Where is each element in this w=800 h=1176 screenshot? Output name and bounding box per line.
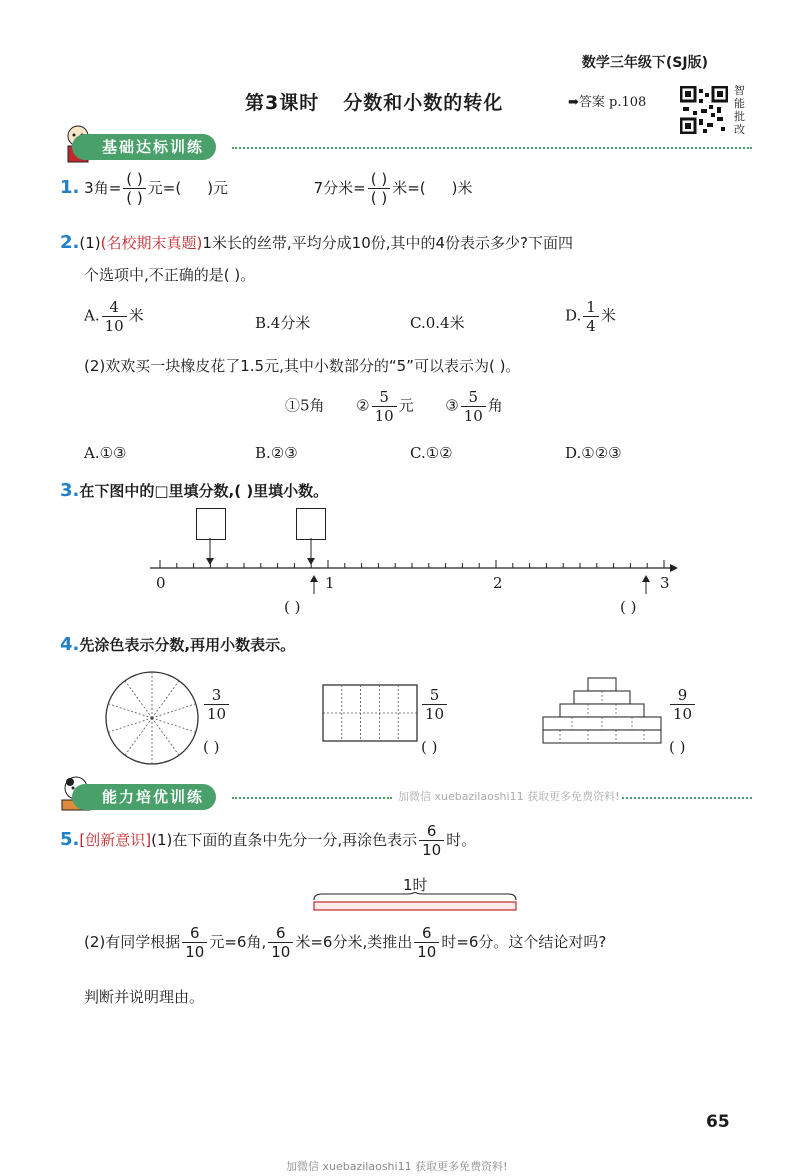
question-2-line-1: 2.(1)(名校期末真题)1米长的丝带,平均分成10份,其中的4份表示多少?下面四 xyxy=(60,232,574,253)
section-divider xyxy=(232,147,752,149)
number-line-label-1: 1 xyxy=(325,574,335,592)
q1-a-unit: 元=( xyxy=(147,179,182,197)
q4-fraction-2: $\frac{5}{10}$ xyxy=(420,686,449,723)
section-divider-3 xyxy=(622,797,752,799)
number-line-label-3: 3 xyxy=(660,574,670,592)
book-title: 数学三年级下(SJ版) xyxy=(581,55,708,71)
q2-part2-option-d[interactable]: D.①②③ xyxy=(565,444,622,462)
q1-b-fraction[interactable]: $\frac{( )}{( )}$ xyxy=(368,170,390,207)
number-line-label-0: 0 xyxy=(156,574,166,592)
lesson-title xyxy=(245,88,503,115)
bar-label: 1时 xyxy=(403,876,428,894)
rectangle-ten-parts[interactable] xyxy=(322,684,418,742)
bar-brace-strip[interactable] xyxy=(312,892,518,914)
q3-fraction-box-2[interactable] xyxy=(296,508,326,540)
q1-b-prefix: 7分米= xyxy=(313,179,366,197)
q2-part1-option-a[interactable]: A. $\frac{4}{10}$ 米 xyxy=(84,298,144,335)
question-1: 1. 3角= $\frac{( )}{( )}$ 元=( )元 7分米= $\frac{( )}{( )}$ 米=( )米 xyxy=(60,170,473,207)
q4-blank-3[interactable]: ( ) xyxy=(669,738,686,756)
question-4: 4.先涂色表示分数,再用小数表示。 xyxy=(60,634,296,655)
section-basic-banner: 基础达标训练 xyxy=(72,134,216,160)
innovation-tag: [创新意识] xyxy=(79,831,152,849)
answer-reference: ➡答案 p.108 xyxy=(568,95,647,110)
question-2-part-2: (2)欢欢买一块橡皮花了1.5元,其中小数部分的“5”可以表示为( )。 xyxy=(84,357,521,375)
smart-grading-label: 智能批改 xyxy=(734,84,745,136)
circle-ten-parts[interactable] xyxy=(104,670,200,766)
q2-part2-items: ①5角 ② $\frac{5}{10}$ 元 ③ $\frac{5}{10}$ 角 xyxy=(285,388,503,425)
q1-b-unit: 米=( xyxy=(392,179,426,197)
question-5-part-1: 5.[创新意识](1)在下面的直条中先分一分,再涂色表示 $\frac{6}{10}$ 时。 xyxy=(60,822,477,859)
question-2-line-2: 个选项中,不正确的是( )。 xyxy=(84,266,256,284)
q4-blank-2[interactable]: ( ) xyxy=(421,738,438,756)
source-tag: (名校期末真题) xyxy=(100,234,203,252)
qr-code-icon[interactable] xyxy=(680,86,728,134)
q2-part1-option-d[interactable]: D. $\frac{1}{4}$ 米 xyxy=(565,298,616,335)
question-3: 3.在下图中的□里填分数,( )里填小数。 xyxy=(60,480,329,501)
q2-part1-option-b[interactable]: B.4分米 xyxy=(255,314,311,332)
number-line xyxy=(140,538,680,598)
q4-fraction-3: $\frac{9}{10}$ xyxy=(668,686,697,723)
section-advanced-banner: 能力培优训练 xyxy=(72,784,216,810)
q2-part2-option-a[interactable]: A.①③ xyxy=(84,444,127,462)
stacked-blocks[interactable] xyxy=(540,676,664,746)
watermark-middle: 加微信 xuebazilaoshi11 获取更多免费资料! xyxy=(398,790,620,803)
lesson-name: 分数和小数的转化 xyxy=(343,92,504,114)
question-5-part-2: (2)有同学根据 $\frac{6}{10}$ 元=6角, $\frac{6}{10}$ 米=6分米,类推出 $\frac{6}{10}$ 时=6分。这个结论对吗? xyxy=(84,924,607,961)
q3-fraction-box-1[interactable] xyxy=(196,508,226,540)
section-divider-2 xyxy=(232,797,392,799)
number-line-label-2: 2 xyxy=(493,574,503,592)
question-5-part-2-line-2: 判断并说明理由。 xyxy=(84,988,205,1006)
q2-part2-option-c[interactable]: C.①② xyxy=(410,444,453,462)
q4-blank-1[interactable]: ( ) xyxy=(203,738,220,756)
watermark-footer: 加微信 xuebazilaoshi11 获取更多免费资料! xyxy=(286,1160,508,1173)
q2-part1-option-c[interactable]: C.0.4米 xyxy=(410,314,465,332)
q4-fraction-1: $\frac{3}{10}$ xyxy=(202,686,231,723)
q1-a-prefix: 3角= xyxy=(84,179,122,197)
q2-part2-option-b[interactable]: B.②③ xyxy=(255,444,298,462)
lesson-number: 第3课时 xyxy=(245,92,320,114)
q3-decimal-blank-1[interactable]: ( ) xyxy=(284,598,301,616)
q3-decimal-blank-2[interactable]: ( ) xyxy=(620,598,637,616)
question-1-number: 1. xyxy=(60,177,80,198)
q1-a-fraction[interactable]: $\frac{( )}{( )}$ xyxy=(123,170,145,207)
page-number: 65 xyxy=(706,1112,730,1132)
